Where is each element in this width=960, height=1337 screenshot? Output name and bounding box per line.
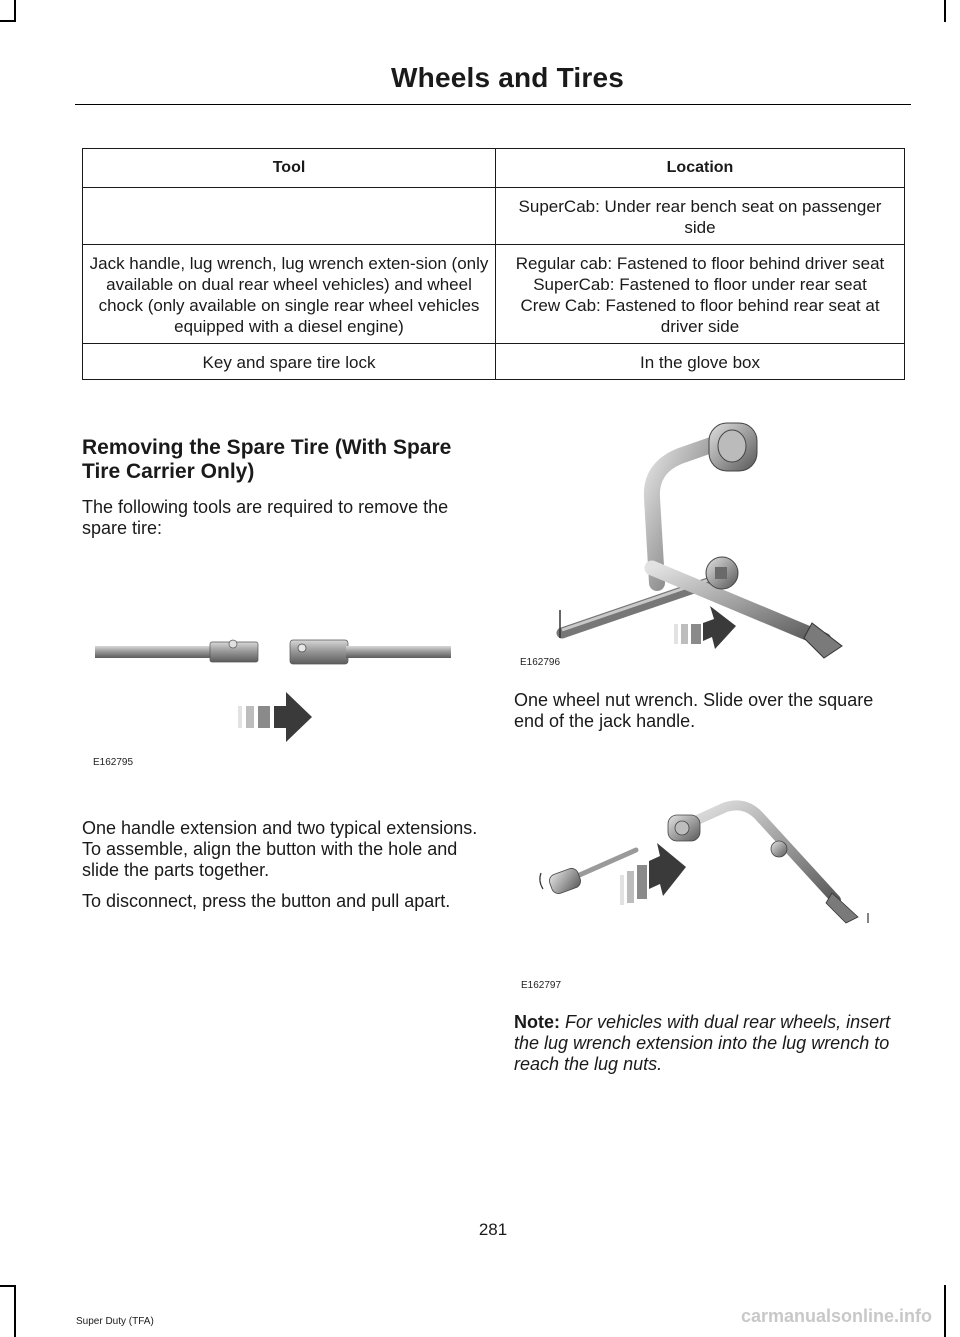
crop-mark-bottom-right-v bbox=[944, 1285, 946, 1337]
crop-mark-top-left-v bbox=[14, 0, 16, 22]
cell-text: SuperCab: Under rear bench seat on passenger side bbox=[518, 197, 882, 237]
tool-location-table bbox=[82, 148, 905, 380]
extension-bars-illustration bbox=[90, 620, 460, 750]
table-header-row bbox=[83, 149, 905, 188]
table-cell-tool bbox=[83, 188, 496, 245]
cell-text: Key and spare tire lock bbox=[202, 353, 376, 372]
cell-text: In the glove box bbox=[639, 353, 761, 372]
fig1-caption: One handle extension and two typical extensions. To assemble, align the button with the hole and slide the parts together. bbox=[82, 818, 478, 880]
intro-text: The following tools are required to remove the spare tire: bbox=[82, 497, 449, 538]
arrow-icon bbox=[674, 606, 736, 649]
watermark-text: carmanualsonline.info bbox=[740, 1306, 932, 1326]
crop-mark-top-left-h bbox=[0, 20, 16, 22]
table-row bbox=[83, 188, 905, 245]
lug-wrench-extension-illustration bbox=[536, 795, 876, 945]
figure-code: E162796 bbox=[520, 657, 561, 668]
page-number: 281 bbox=[478, 1220, 508, 1239]
note-body: For vehicles with dual rear wheels, insert the lug wrench extension into the lug wrench to reach the lug nuts. bbox=[514, 1012, 891, 1074]
arrow-icon bbox=[238, 692, 312, 742]
figure-code: E162797 bbox=[521, 980, 562, 991]
wheel-nut-wrench-illustration bbox=[512, 418, 862, 668]
table-row bbox=[83, 245, 905, 344]
cell-text: SuperCab: Fastened to floor under rear seat bbox=[533, 275, 867, 294]
column-header-tool: Tool bbox=[83, 149, 496, 188]
table-cell-location bbox=[496, 245, 905, 344]
title-divider bbox=[75, 104, 911, 105]
cell-text: Regular cab: Fastened to floor behind driver seat bbox=[515, 254, 885, 273]
crop-mark-top-right-v bbox=[944, 0, 946, 22]
fig2-caption: One wheel nut wrench. Slide over the square end of the jack handle. bbox=[514, 690, 874, 731]
crop-mark-bottom-left-h bbox=[0, 1285, 16, 1287]
figure-code: E162795 bbox=[93, 757, 134, 768]
cell-text: Crew Cab: Fastened to floor behind rear seat at driver side bbox=[520, 296, 880, 336]
note-label: Note: bbox=[514, 1012, 560, 1032]
disconnect-text: To disconnect, press the button and pull apart. bbox=[82, 891, 451, 911]
cell-text: Jack handle, lug wrench, lug wrench exten-sion (only available on dual rear wheel vehicles) and wheel chock (only available on single rear wheel vehicles equipped with a diesel engine) bbox=[89, 254, 489, 336]
crop-mark-bottom-left-v bbox=[14, 1285, 16, 1337]
page-title: Wheels and Tires bbox=[391, 62, 624, 93]
table-cell-location bbox=[496, 188, 905, 245]
table-cell-tool bbox=[83, 245, 496, 344]
table-cell-location bbox=[496, 344, 905, 380]
table-row bbox=[83, 344, 905, 380]
column-header-location: Location bbox=[496, 149, 905, 188]
document-title: Super Duty (TFA) bbox=[76, 1316, 154, 1327]
section-heading: Removing the Spare Tire (With Spare Tire Carrier Only) bbox=[82, 436, 452, 483]
note-text bbox=[514, 1012, 906, 1075]
table-cell-tool bbox=[83, 344, 496, 380]
